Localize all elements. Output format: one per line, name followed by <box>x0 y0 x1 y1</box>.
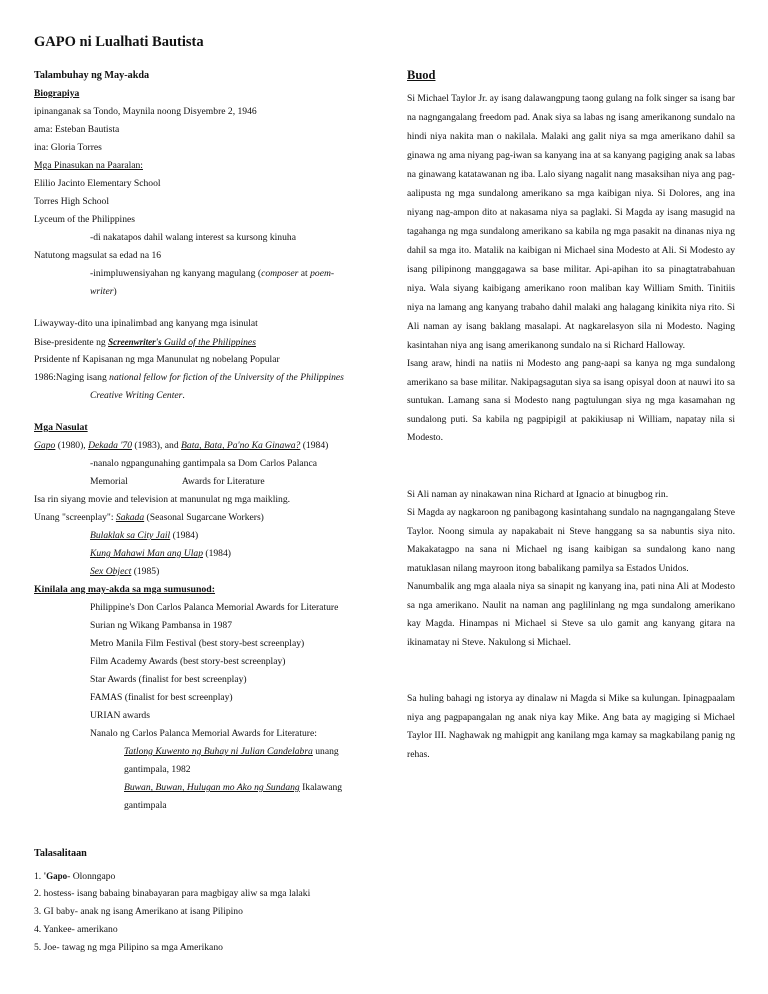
works-line: Gapo (1980), Dekada '70 (1983), and Bata, Bata, Pa'no Ka Ginawa? (1984) <box>34 440 329 451</box>
school-item: Lyceum of the Philippines <box>34 214 135 225</box>
schools-label: Mga Pinasukan na Paaralan: <box>34 160 143 171</box>
biografia-label: Biograpiya <box>34 88 80 99</box>
screenplay-line: Unang "screenplay": Sakada (Seasonal Sugarcane Workers) <box>34 512 264 523</box>
recognition-item: Star Awards (finalist for best screenplay) <box>90 674 247 685</box>
summary-paragraph: Isang araw, hindi na natiis ni Modesto ang pang-aapi sa kanya ng mga sundalong amerikano sa base militar. Nakipagsagutan siya sa isang opisyal doon at nauwi ito sa suntukan. Lamang sana si Modesto nang pagtulungan siya ng mga kasamahan ng sundalong puti. Sa kabila ng pagpipigil at pakikiusap ni William, napatay nila si Modesto. <box>407 358 735 443</box>
recognition-item: Surian ng Wikang Pambansa in 1987 <box>90 620 232 631</box>
screenplay-item: Bulaklak sa City Jail (1984) <box>90 530 199 541</box>
left-column <box>34 67 374 957</box>
screenplay-item: Sex Object (1985) <box>90 566 160 577</box>
influence-line-2: writer) <box>90 286 117 297</box>
recognition-item: Philippine's Don Carlos Palanca Memorial Awards for Literature <box>90 602 339 613</box>
palanca-item: Buwan, Buwan, Hulugan mo Ako ng Sundang Ikalawang <box>124 782 343 793</box>
recognition-item: URIAN awards <box>90 710 150 721</box>
right-column <box>407 67 735 764</box>
page-title: GAPO ni Lualhati Bautista <box>34 34 204 50</box>
glossary-item: 1. 'Gapo- Olonngapo <box>34 871 116 882</box>
fellow-line-2: Creative Writing Center. <box>90 390 185 401</box>
president-line: Prsidente nf Kapisanan ng mga Manunulat ng nobelang Popular <box>34 354 280 365</box>
summary-paragraph: Nanumbalik ang mga alaala niya sa sinapit ng kanyang ina, pati nina Ali at Modesto sa nga amerikano. Naulit na naman ang paglilinlang ng mga sundalong amerikano kay Magda. Hinampas ni Michael si Steve sa ulo gamit ang kanyang gitara na ikinamatay ni Steve. Nakulong si Michael. <box>407 581 735 648</box>
award-note-2: Memorial Awards for Literature <box>90 476 265 487</box>
recognition-item: Film Academy Awards (best story-best screenplay) <box>90 656 286 667</box>
award-note: -nanalo ngpangunahing gantimpala sa Dom Carlos Palanca <box>90 458 317 469</box>
glossary-item: 3. GI baby- anak ng isang Amerikano at isang Pilipino <box>34 906 243 917</box>
summary-paragraph: Si Magda ay nagkaroon ng panibagong kasintahang sundalo na nagngangalang Steve Taylor. Noong simula ay napakabait ni Steve hanggang sa sa nabuntis siya nito. Makakatagpo na sana ni Michael ng isang kaibigan sa sundalong kano nang matuklasan nilang mayroon itong babalikang pamilya sa Estados Unidos. <box>407 507 735 574</box>
glossary-item: 5. Joe- tawag ng mga Pilipino sa mga Amerikano <box>34 942 223 953</box>
school-item: Torres High School <box>34 196 110 207</box>
wrote-at-16: Natutong magsulat sa edad na 16 <box>34 250 162 261</box>
recognition-heading: Kinilala ang may-akda sa mga sumusunod: <box>34 584 216 595</box>
born-line: ipinanganak sa Tondo, Maynila noong Disyembre 2, 1946 <box>34 106 257 117</box>
influence-line: -inimpluwensiyahan ng kanyang magulang (composer at poem- <box>90 268 335 279</box>
glossary-item: 2. hostess- isang babaing binabayaran para magbigay aliw sa mga lalaki <box>34 888 311 899</box>
recognition-item: FAMAS (finalist for best screenplay) <box>90 692 233 703</box>
works-heading: Mga Nasulat <box>34 422 88 433</box>
school-note: -di nakatapos dahil walang interest sa kursong kinuha <box>90 232 296 243</box>
recognition-item: Nanalo ng Carlos Palanca Memorial Awards for Literature: <box>90 728 317 739</box>
palanca-item-2: gantimpala <box>124 800 167 811</box>
glossary-item: 4. Yankee- amerikano <box>34 924 118 935</box>
palanca-item: Tatlong Kuwento ng Buhay ni Julian Candelabra unang <box>124 746 339 757</box>
recognition-item: Metro Manila Film Festival (best story-best screenplay) <box>90 638 305 649</box>
summary-paragraph: Si Ali naman ay ninakawan nina Richard at Ignacio at binugbog rin. <box>407 488 669 500</box>
screenplay-item: Kung Mahawi Man ang Ulap (1984) <box>90 548 231 559</box>
mother-line: ina: Gloria Torres <box>34 142 102 153</box>
vp-line: Bise-presidente ng Screenwriter's Guild of the Philippines <box>34 337 256 348</box>
movie-tv-line: Isa rin siyang movie and television at manunulat ng mga maikling. <box>34 494 291 505</box>
liwayway-line: Liwayway-dito una ipinalimbad ang kanyang mga isinulat <box>34 318 258 329</box>
school-item: Elilio Jacinto Elementary School <box>34 178 161 189</box>
bio-heading: Talambuhay ng May-akda <box>34 70 150 81</box>
fellow-line: 1986:Naging isang national fellow for fiction of the University of the Philippines <box>34 372 344 383</box>
summary-paragraph: Si Michael Taylor Jr. ay isang dalawangpung taong gulang na folk singer sa isang bar na nagngangalang freedom pad. Anak siya sa labas ng isang amerikanong sundalo na hindi niya nakita man o nakilala. Malaki ang galit niya sa mga amerikano dahil sa ginawa ng ama niyang pag-iwan sa kanyang ina at sa kanyang pagiging anak sa labas na ginawang katatawanan ng iba. Lalo siyang nagalit nang masaksihan niya ang pag-aalipusta ng mga sundalong amerikano sa mga kaibigan niya. Si Dolores, ang ina niyang nag-ampon dito at nakasama niya sa paglaki. Si Magda ay isang masugid na tagahanga ng mga sundalong amerikano sa kabila ng mga pasakit na dinanas niya ng dahil sa mga ito. Matalik na kaibigan ni Michael sina Modesto at Ali. Si Modesto ay isang pilipinong manggagawa sa base militar. Api-apihan ito sa pinagtatrabahuan niya. Wala siyang kaibigang amerikano roon maliban kay William Smith. Tinitiis niya na lamang ang kanyang trabaho dahil malaki ang halagang kinikita niya rito. Si Ali naman ay isang baklang masalapi. At nagkarelasyon sila ni Modesto. Naging kasintahan niya ang isang amerikanong sundalo na si Richard Halloway. <box>407 93 735 351</box>
palanca-item-2: gantimpala, 1982 <box>124 764 191 775</box>
summary-paragraph: Sa huling bahagi ng istorya ay dinalaw ni Magda si Mike sa kulungan. Ipinagpaalam niya ang pagpapangalan ng anak niya kay Mike. Ang bata ay magiging si Michael Taylor III. Naghawak ng mahigpit ang kanilang mga kamay sa magkabilang panig ng rehas. <box>407 693 735 760</box>
summary-heading: Buod <box>407 68 436 82</box>
father-line: ama: Esteban Bautista <box>34 124 120 135</box>
glossary-heading: Talasalitaan <box>34 848 87 859</box>
